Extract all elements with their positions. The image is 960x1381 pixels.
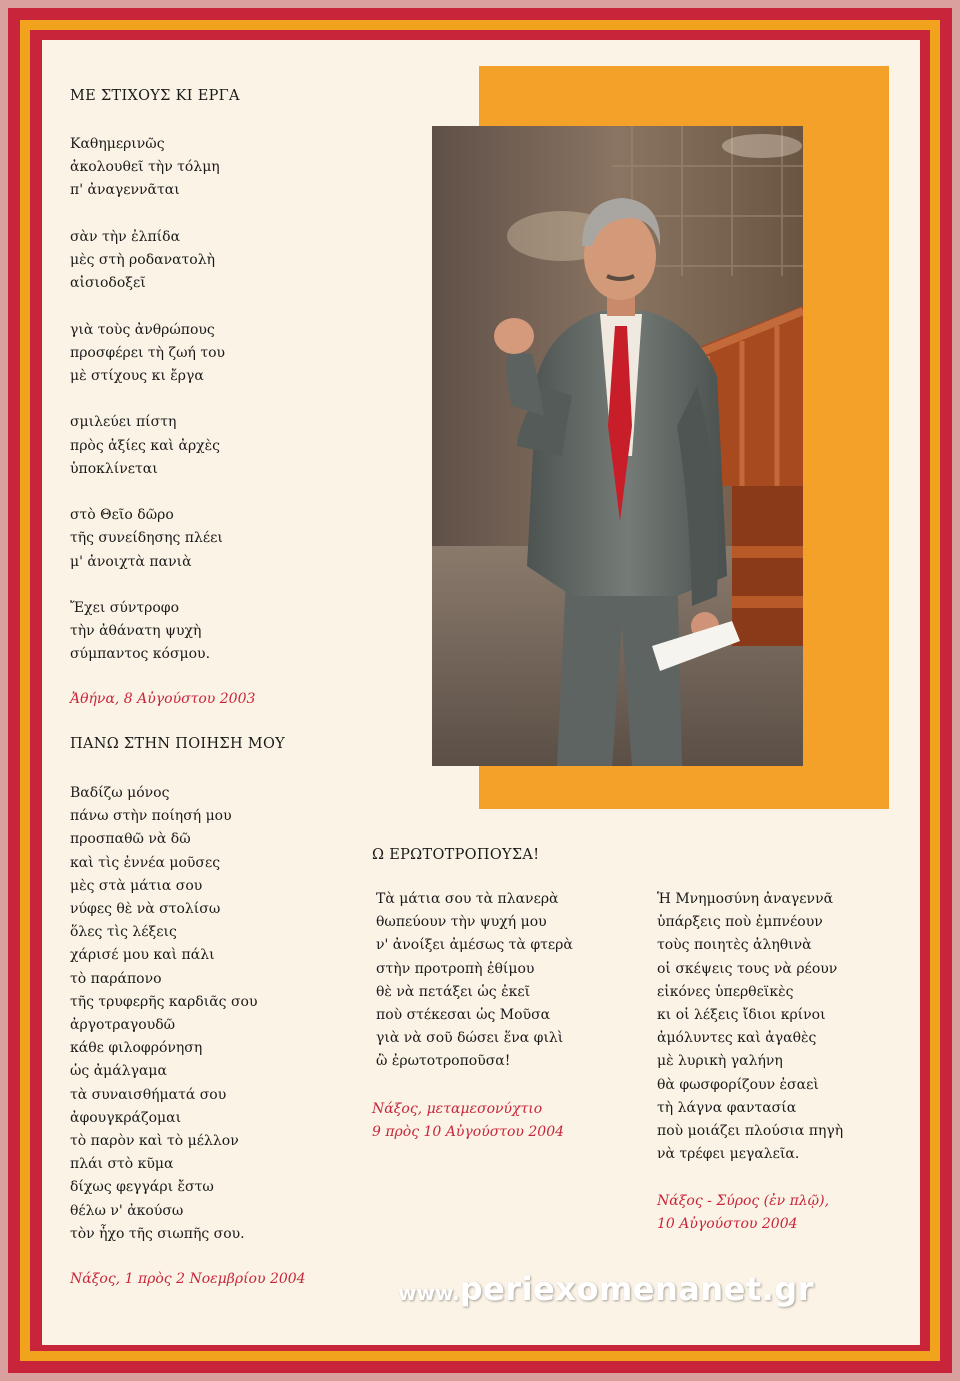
poem4-body (657, 888, 843, 1166)
poem1-line: αἰσιοδοξεῖ (70, 275, 146, 292)
poem3-title: Ω ΕΡΩΤΟΤΡΟΠΟΥΣΑ! (372, 847, 540, 863)
poem1-line: π' ἀναγεννᾶται (70, 182, 180, 199)
poem1-line: γιὰ τοὺς ἀνθρώπους (70, 321, 215, 338)
poem2-line: ἀργοτραγουδῶ (70, 1017, 176, 1034)
poem2-line: προσπαθῶ νὰ δῶ (70, 831, 191, 848)
poem2-line: καὶ τὶς ἐννέα μοῦσες (70, 854, 221, 871)
poem2-line: δίχως φεγγάρι ἔστω (70, 1179, 214, 1196)
poem4-signature (657, 1190, 829, 1236)
poem1-line: ὑποκλίνεται (70, 460, 158, 477)
poem1-line (70, 481, 225, 504)
poem2-line: θέλω ν' ἀκούσω (70, 1202, 184, 1219)
poem4-line: μὲ λυρικὴ γαλήνη (657, 1053, 783, 1070)
poem4-line: τοὺς ποιητὲς ἀληθινὰ (657, 937, 812, 954)
poem2-line: πάνω στὴν ποίησή μου (70, 808, 232, 825)
poem2-line: ὅλες τὶς λέξεις (70, 924, 177, 941)
poem3-line: ὢ ἐρωτοτροποῦσα! (376, 1053, 511, 1070)
poem3-body (376, 888, 573, 1074)
poem4-line: ἀμόλυντες καὶ ἀγαθὲς (657, 1030, 817, 1047)
poem2-line: μὲς στὰ μάτια σου (70, 877, 203, 894)
watermark-prefix: www. (398, 1281, 460, 1305)
poet-photo-image (432, 126, 803, 766)
poem4-signature-line-2: 10 Αὐγούστου 2004 (657, 1216, 798, 1232)
poem2-line: τὸν ἦχο τῆς σιωπῆς σου. (70, 1225, 245, 1242)
poem3-signature-line-2: 9 πρὸς 10 Αὐγούστου 2004 (372, 1124, 565, 1140)
poem2-line: τῆς τρυφερῆς καρδιᾶς σου (70, 993, 258, 1010)
poem1-line: τῆς συνείδησης πλέει (70, 530, 223, 547)
poem3-line: ποὺ στέκεσαι ὡς Μοῦσα (376, 1007, 551, 1024)
poem3-line: ν' ἀνοίξει ἀμέσως τὰ φτερὰ (376, 937, 573, 954)
poem3-lines (376, 888, 573, 1074)
poem3-line: Τὰ μάτια σου τὰ πλανερὰ (376, 891, 559, 907)
poem1-line: πρὸς ἀξίες καὶ ἀρχὲς (70, 437, 221, 454)
poem1-line (70, 295, 225, 318)
poem1-line (70, 203, 225, 226)
poem2-line: χάρισέ μου καὶ πάλι (70, 947, 215, 964)
poem1-line: Καθημερινῶς (70, 136, 165, 152)
poem2-title: ΠΑΝΩ ΣΤΗΝ ΠΟΙΗΣΗ ΜΟΥ (70, 736, 286, 752)
poem2-signature: Νάξος, 1 πρὸς 2 Νοεμβρίου 2004 (70, 1271, 306, 1287)
poem4-line: νὰ τρέφει μεγαλεῖα. (657, 1146, 800, 1163)
poem1-signature: Ἀθήνα, 8 Αὐγούστου 2003 (70, 691, 256, 707)
poem2-line: ὡς ἀμάλγαμα (70, 1063, 167, 1080)
poem1-line: μὲς στὴ ροδανατολὴ (70, 252, 215, 269)
poem1-line: προσφέρει τὴ ζωή του (70, 344, 226, 361)
poem2-line: τὸ παρὸν καὶ τὸ μέλλον (70, 1133, 239, 1150)
poem4-line: τὴ λάγνα φαντασία (657, 1099, 797, 1116)
poem4-line: κι οἱ λέξεις ἴδιοι κρίνοι (657, 1007, 826, 1024)
poem1-line: ἀκολουθεῖ τὴν τόλμη (70, 159, 220, 176)
poem3-line: γιὰ νὰ σοῦ δώσει ἕνα φιλὶ (376, 1030, 564, 1047)
watermark-domain: periexomenanet.gr (459, 1270, 814, 1308)
poem3-line: θὲ νὰ πετάξει ὡς ἐκεῖ (376, 983, 531, 1000)
poem4-line: οἱ σκέψεις τους νὰ ρέουν (657, 960, 838, 977)
poem1-line (70, 388, 225, 411)
poem2-body (70, 782, 257, 1246)
poem4-line: ποὺ μοιάζει πλούσια πηγὴ (657, 1123, 844, 1140)
poem1-line: μ' ἀνοιχτὰ πανιὰ (70, 553, 192, 570)
poem4-line: θὰ φωσφορίζουν ἐσαεὶ (657, 1076, 819, 1093)
poem3-signature-line-1: Νάξος, μεταμεσονύχτιο (372, 1101, 543, 1117)
poem2-line: τὸ παράπονο (70, 970, 162, 987)
poem1-line (70, 574, 225, 597)
poem2-lines (70, 782, 257, 1246)
poem4-signature-line-1: Νάξος - Σύρος (ἐν πλῷ), (657, 1193, 830, 1209)
poem1-line: σύμπαντος κόσμου. (70, 646, 211, 663)
poem3-line: στὴν προτροπὴ ἐθίμου (376, 960, 535, 977)
website-watermark[interactable] (398, 1270, 814, 1308)
poem3-line: θωπεύουν τὴν ψυχή μου (376, 914, 547, 931)
poem1-line: τὴν ἀθάνατη ψυχὴ (70, 623, 202, 640)
poem4-line: ὑπάρξεις ποὺ ἐμπνέουν (657, 914, 823, 931)
poem2-line: ἀφουγκράζομαι (70, 1109, 182, 1126)
poem2-line: πλάι στὸ κῦμα (70, 1156, 174, 1173)
poem2-line: κάθε φιλοφρόνηση (70, 1040, 203, 1057)
poet-photo (432, 126, 803, 766)
poem1-line: Ἔχει σύντροφο (70, 600, 180, 617)
poem2-line: νύφες θὲ νὰ στολίσω (70, 901, 221, 918)
poem4-line: εἰκόνες ὑπερθεϊκὲς (657, 983, 794, 1000)
poem1-lines (70, 133, 225, 667)
poem2-line: Βαδίζω μόνος (70, 785, 170, 801)
poem4-lines (657, 888, 843, 1166)
poem3-signature (372, 1098, 564, 1144)
poem1-body (70, 133, 225, 667)
poem1-line: σμιλεύει πίστη (70, 414, 177, 431)
poem1-title: ΜΕ ΣΤΙΧΟΥΣ ΚΙ ΕΡΓΑ (70, 88, 240, 104)
poem1-line: στὸ Θεῖο δῶρο (70, 507, 174, 524)
poem4-line: Ἡ Μνημοσύνη ἀναγεννᾶ (657, 891, 834, 907)
poem1-line: μὲ στίχους κι ἔργα (70, 368, 204, 385)
page (42, 40, 920, 1345)
poem1-line: σὰν τὴν ἐλπίδα (70, 228, 181, 245)
poem2-line: τὰ συναισθήματά σου (70, 1086, 227, 1103)
